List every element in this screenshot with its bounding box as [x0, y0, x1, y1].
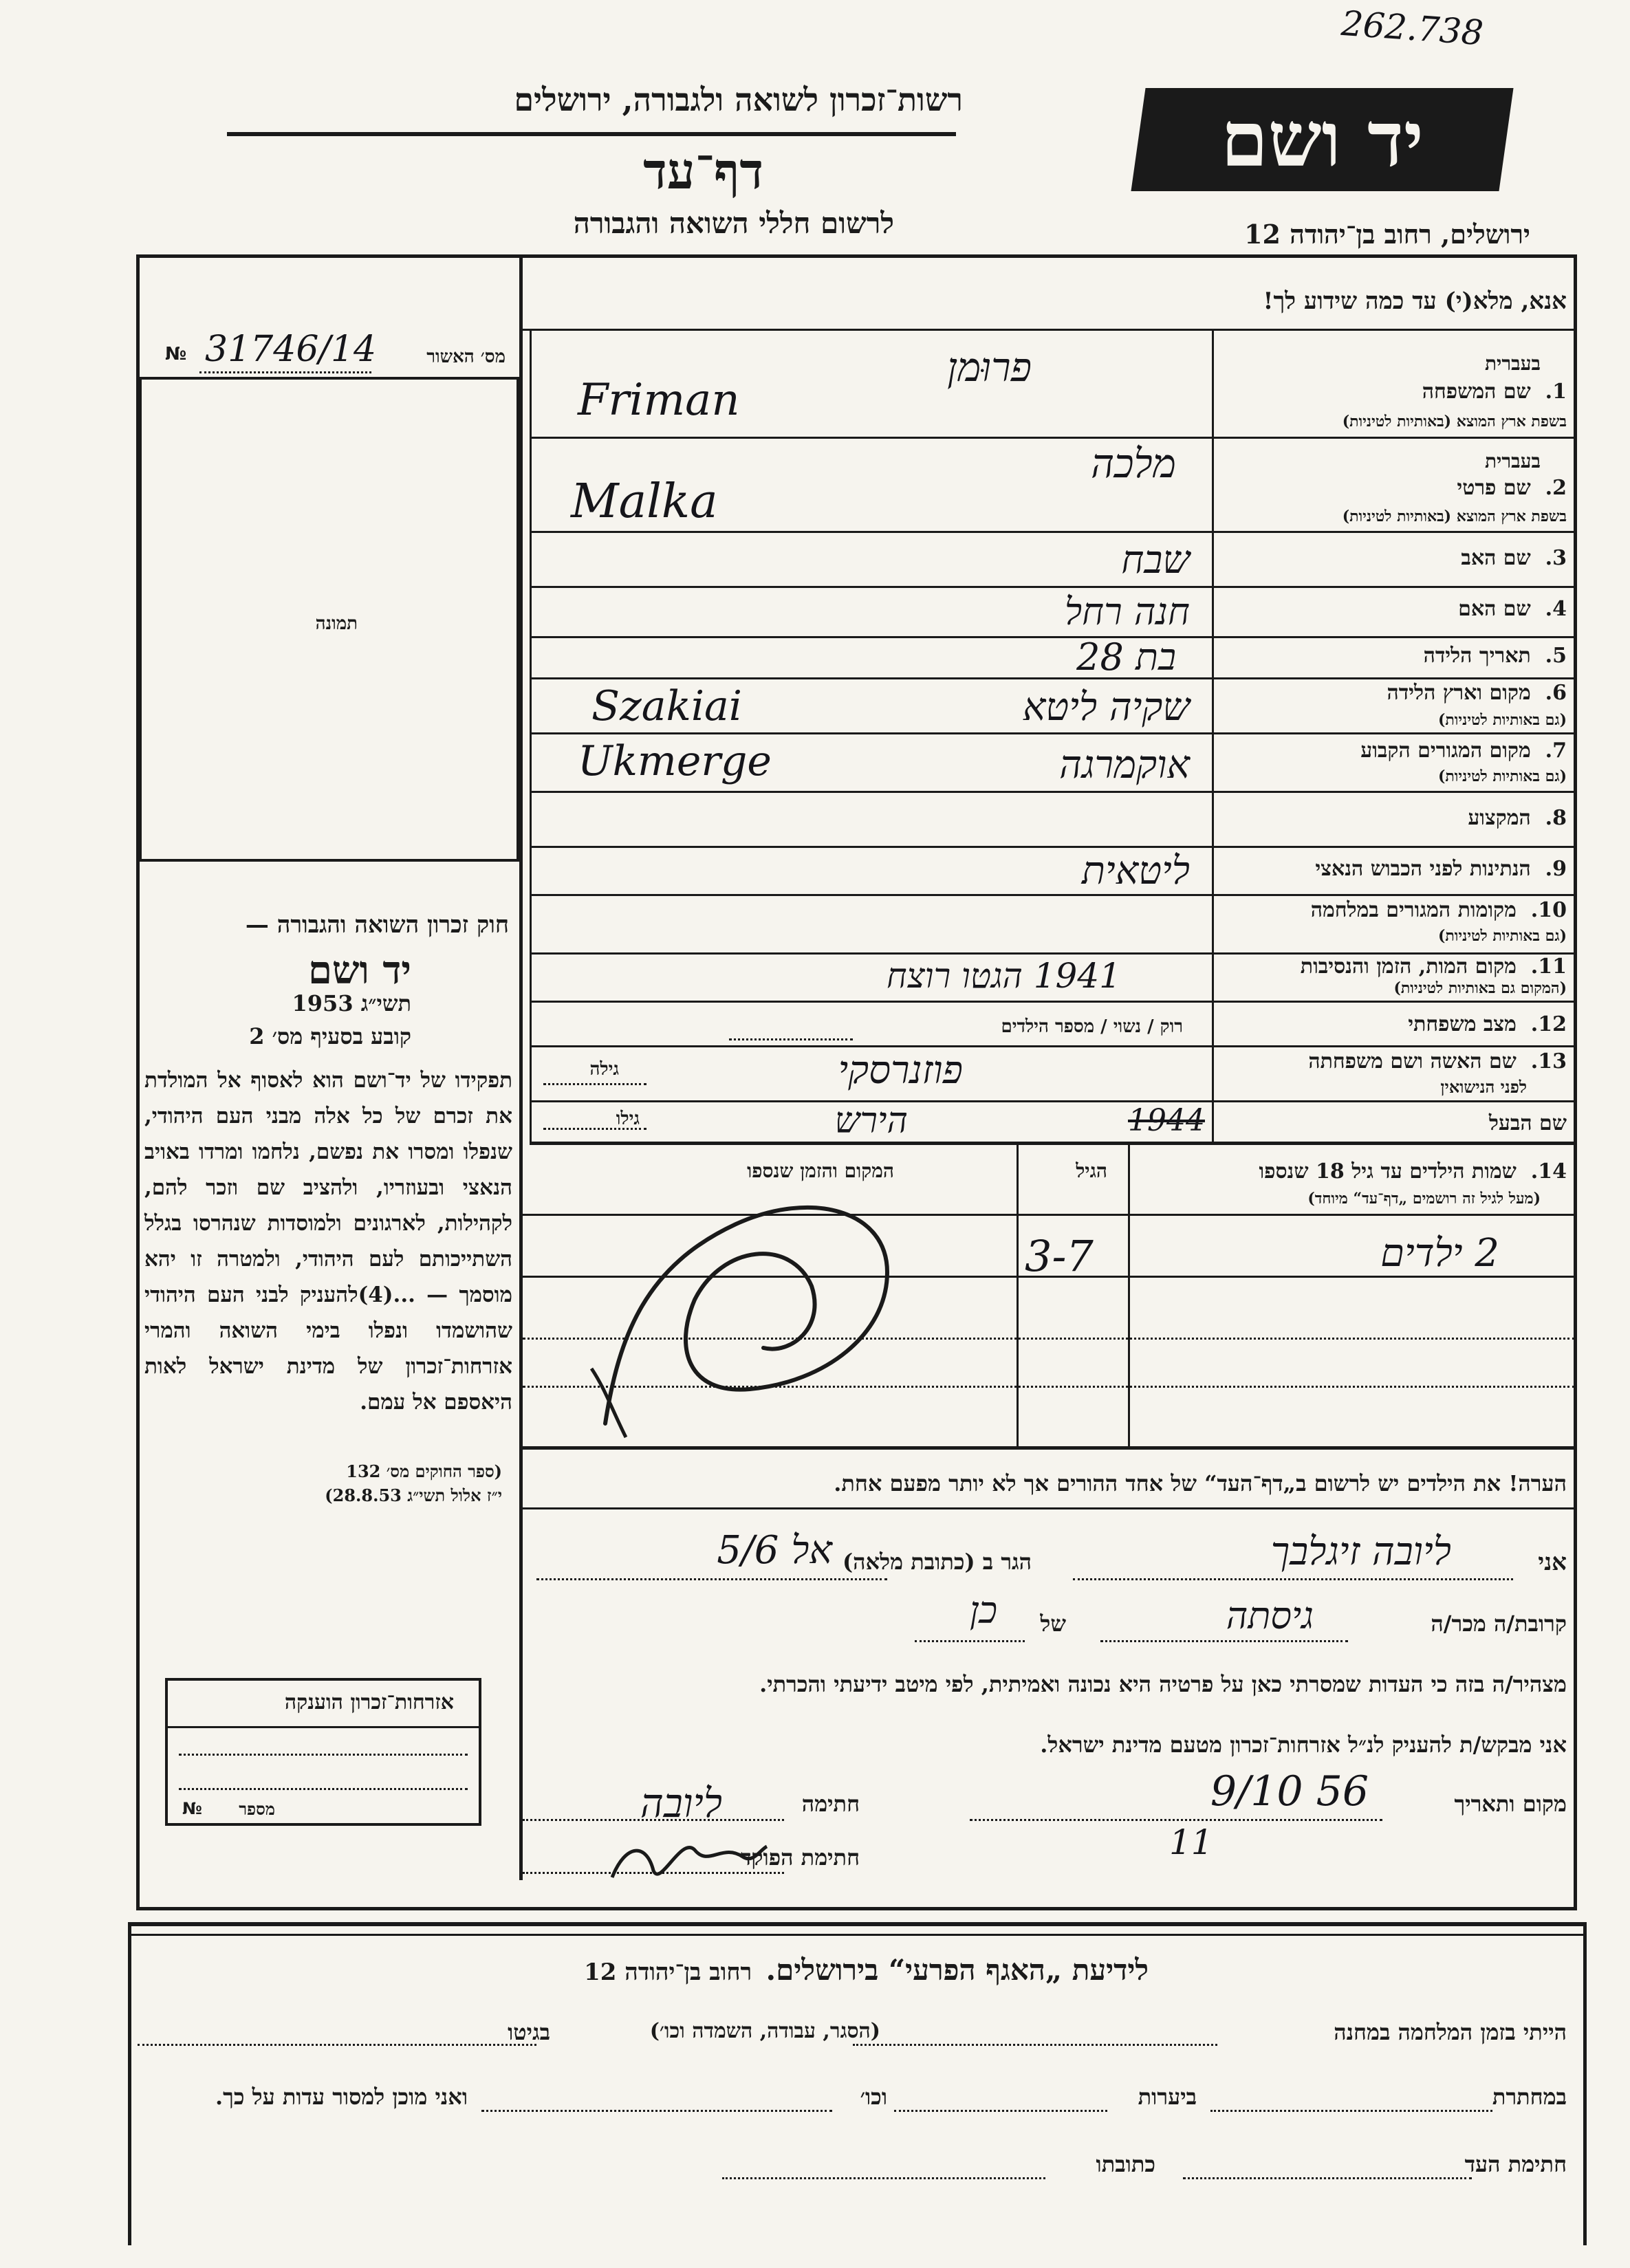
law-body: תפקידו של יד־ושם הוא לאסוף אל המולדת את זכרם של כל אלה מבני העם היהודי, שנפלו ומסרו את נפשם, נלחמו ומרדו באויב הנאצי ובעוזריו, ולהציב שם וזכר להם, לקהילות, לארגונים ולמוסדות שנהרסו בגלל השתייכותם לעם היהודי, ולמטרה זו יהא מוסמך — ...(4)להעניק לבני העם היהודי שהושמדו ונפלו בימי השואה והמרי אזרחות־זכרון של מדינת ישראל לאות היאספם אל עמם. — [144, 1068, 512, 1415]
field-10-name: מקומות המגורים במלחמה — [1310, 898, 1517, 922]
place-scribble — [564, 1162, 977, 1451]
field-13-name: שם האשה ושם משפחתה — [1308, 1049, 1517, 1073]
decl-relative-label: קרובת/ה מכר/ה — [1431, 1611, 1567, 1637]
field-9-label — [1315, 857, 1567, 881]
yad-vashem-logo — [1131, 88, 1513, 191]
field-10-label — [1311, 898, 1567, 922]
approval-number-mark: № — [165, 344, 187, 364]
separator-bottom — [128, 1934, 1586, 1936]
field-1-note: בשפת ארץ המוצא (באותיות לטיניות) — [1342, 413, 1567, 430]
field-11-hebrew: 1941 הגטו רוצח — [887, 956, 1121, 996]
husband-label: שם הבעל — [1488, 1111, 1567, 1135]
field-7-name: מקום המגורים הקבוע — [1360, 739, 1531, 763]
husband-hebrew: הירש — [834, 1100, 908, 1142]
authority-title: רשות־זכרון לשואה ולגבורה, ירושלים — [514, 81, 963, 118]
children-name-divider — [1128, 1144, 1130, 1446]
decl-request: אני מבקש/ת להעניק לנ״ל אזרחות־זכרון מטעם מדינת ישראל. — [1040, 1732, 1567, 1758]
decl-i-label: אני — [1538, 1549, 1567, 1576]
header-address: ירושלים, רחוב בן־יהודה 12 — [1244, 219, 1530, 250]
children-age-divider — [1017, 1144, 1019, 1446]
field-13-hebrew: פוזנרסקי — [838, 1048, 963, 1093]
field-3-no: 3. — [1545, 546, 1567, 570]
decl-address: אל 5/6 — [717, 1528, 832, 1573]
field-2-hebrew: מלכה — [1091, 440, 1176, 487]
field-5-label — [1424, 644, 1567, 668]
field-6-name: מקום וארץ הלידה — [1387, 681, 1531, 705]
husband-age: 1944 — [1128, 1103, 1205, 1138]
field-4-label — [1458, 597, 1567, 621]
field-12-label — [1408, 1012, 1567, 1036]
field-6-label — [1387, 681, 1567, 705]
decl-name: ליובה זיגלבך — [1270, 1529, 1451, 1574]
officer-signature-svg — [605, 1829, 770, 1891]
children-title: שמות הילדים עד גיל 18 שנספו — [1259, 1159, 1517, 1184]
field-6-note: (גם באותיות לטיניות) — [1437, 711, 1567, 729]
approval-line — [199, 371, 371, 373]
decl-officer-label: חתימת הפוקד — [741, 1844, 860, 1871]
law-source: (ספר החוקים מס׳ 132 — [346, 1461, 502, 1481]
field-10-note: (גם באותיות לטיניות) — [1437, 927, 1567, 945]
intro-bottom — [523, 329, 1575, 331]
field-3-name: שם האב — [1461, 546, 1531, 570]
field-7-note: (גם באותיות לטיניות) — [1437, 767, 1567, 785]
officer-signature-mark — [605, 1829, 770, 1891]
note-text: הערה! את הילדים יש לרשום ב„דף־העד“ של אחד ההורים אך לא יותר מפעם אחת. — [834, 1470, 1567, 1496]
field-5-hebrew: בת 28 — [1076, 635, 1176, 679]
field-2-lang: בעברית — [1484, 450, 1541, 472]
field-9-no: 9. — [1545, 857, 1567, 881]
field-4-hebrew: חנה רחל — [1064, 590, 1190, 633]
children-col-age: הגיל — [1076, 1159, 1107, 1182]
form-title: דף־עד — [643, 142, 763, 200]
field-5-name: תאריך הלידה — [1423, 644, 1531, 668]
field-13-note: לפני הנישואין — [1440, 1077, 1527, 1097]
field-8-no: 8. — [1545, 806, 1567, 830]
child-row-1-age: 3-7 — [1025, 1231, 1094, 1281]
field-2-label — [1457, 476, 1567, 500]
decl-date: 56 9/10 — [1210, 1767, 1369, 1816]
decl-place-date-label: מקום ותאריך — [1454, 1791, 1567, 1817]
field-7-label — [1360, 739, 1567, 763]
field-1-name: שם המשפחה — [1422, 380, 1531, 404]
field-7-no: 7. — [1545, 739, 1567, 763]
field-1-hebrew: פרוּמן — [947, 344, 1032, 391]
field-11-note: (המקום גם באותיות לטיניות) — [1393, 979, 1567, 997]
field-13-age-label: גילה — [589, 1059, 619, 1080]
field-3-label — [1461, 546, 1567, 570]
field-6-latin: Szakiai — [591, 682, 742, 730]
law-title: חוק זכרון השואה והגבורה — — [245, 911, 509, 939]
field-6-hebrew: שקיה ליטא — [1022, 685, 1190, 730]
citizenship-title: אזרחות־זכרון הוענקה — [284, 1690, 454, 1714]
footer-address: רחוב בן־יהודה 12 — [584, 1959, 752, 1986]
field-12-options: רוק / נשוי / מספר הילדים — [1001, 1016, 1183, 1037]
footer-right-border — [1583, 1922, 1587, 2245]
field-8-label — [1468, 806, 1567, 830]
footer-line2-a: במחתרת — [1492, 2084, 1567, 2110]
citizenship-number-label: מספר — [239, 1799, 275, 1819]
husband-age-label: גילו — [616, 1109, 640, 1129]
footer-line1-b: (הסגר, עבודה, השמדה וכו׳) — [649, 2019, 880, 2043]
decl-signature: ליובה — [640, 1780, 722, 1827]
footer-heading — [584, 1953, 1149, 1987]
approval-number: 31746/14 — [205, 329, 377, 370]
archive-number: 262.738 — [1340, 3, 1485, 54]
law-year: תשי״ג 1953 — [292, 990, 411, 1016]
value-inner-divider — [530, 330, 532, 1142]
field-1-label — [1422, 380, 1567, 404]
field-8-name: המקצוע — [1468, 806, 1531, 830]
field-3-hebrew: שבח — [1121, 538, 1190, 582]
field-9-name: הנתינות לפני הכבוש הנאצי — [1315, 857, 1531, 881]
decl-statement: מצהיר/ה בזה כי העדות שמסרתי כאן על פרטיה היא נכונה ואמיתית, לפי מיטב ידיעתי והכרתי. — [759, 1671, 1567, 1697]
law-clause: קובע בסעיף מס׳ 2 — [249, 1023, 411, 1049]
field-2-no: 2. — [1545, 476, 1567, 500]
field-9-hebrew: ליטאית — [1081, 849, 1190, 893]
field-11-no: 11. — [1530, 955, 1567, 979]
label-column-divider — [1212, 330, 1214, 1142]
child-row-1-name: 2 ילדים — [1380, 1231, 1499, 1276]
decl-relation: גיסתה — [1226, 1594, 1314, 1637]
field-2-latin: Malka — [571, 475, 718, 529]
citizenship-number-mark: № — [182, 1799, 202, 1818]
decl-date-extra: 11 — [1169, 1822, 1213, 1862]
field-1-no: 1. — [1545, 380, 1567, 404]
children-label — [1259, 1159, 1567, 1184]
intro-text: אנא, מלא(י) עד כמה שידוע לך! — [1263, 287, 1567, 315]
field-2-name: שם פרטי — [1457, 476, 1531, 500]
footer-line1-c: בגיטו — [508, 2019, 550, 2045]
field-6-no: 6. — [1545, 681, 1567, 705]
logo-text: יד ושם — [1221, 95, 1424, 184]
field-11-label — [1301, 955, 1567, 979]
footer-line2-c: וכו׳ — [860, 2084, 887, 2110]
decl-of-label: של — [1040, 1611, 1066, 1637]
field-12-no: 12. — [1530, 1012, 1567, 1036]
children-no: 14. — [1530, 1159, 1567, 1184]
field-7-hebrew: אוקמרגה — [1059, 743, 1190, 787]
authority-underline — [227, 132, 956, 136]
photo-label: תמונה — [315, 613, 358, 634]
field-10-no: 10. — [1530, 898, 1567, 922]
children-note: (מעל לגיל זה רושמים „דף־עד“ מיוחד) — [1307, 1190, 1541, 1208]
field-12-name: מצב משפחתי — [1408, 1012, 1517, 1036]
field-11-name: מקום המות, הזמן והנסיבות — [1300, 955, 1517, 979]
decl-of-value: כן — [969, 1589, 997, 1632]
footer-frame — [128, 1922, 1586, 1924]
approval-label: מס׳ האשור — [426, 347, 506, 367]
footer-line2-b: ביערות — [1138, 2084, 1197, 2110]
decl-signature-label: חתימה — [801, 1791, 860, 1817]
field-7-latin: Ukmerge — [578, 737, 772, 785]
footer-line3-a: חתימת העד — [1464, 2151, 1567, 2177]
field-13-label — [1308, 1049, 1567, 1073]
footer-left-border — [128, 1922, 131, 2245]
footer-title: לידיעת „האגף הפרעי“ בירושלים. — [765, 1953, 1149, 1987]
field-1-latin: Friman — [578, 375, 740, 426]
children-col-place: המקום והזמן שנספו — [747, 1159, 894, 1182]
decl-resident-label: הגר ב (כתובת מלאה) — [843, 1549, 1032, 1575]
footer-line2-d: ואני מוכן למסור עדות על כך. — [215, 2084, 468, 2110]
left-column-divider — [519, 257, 523, 1880]
field-1-lang: בעברית — [1484, 352, 1541, 375]
footer-line3-b: כתובתו — [1096, 2151, 1155, 2177]
field-13-no: 13. — [1530, 1049, 1567, 1073]
law-date: י״ז אלול תשי״ג 28.8.53) — [325, 1485, 502, 1505]
field-2-note: בשפת ארץ המוצא (באותיות לטיניות) — [1342, 508, 1567, 525]
law-name: יד ושם — [307, 948, 411, 993]
field-5-no: 5. — [1545, 644, 1567, 668]
field-4-no: 4. — [1545, 597, 1567, 621]
field-4-name: שם האם — [1458, 597, 1531, 621]
form-subtitle: לרשום חללי השואה והגבורה — [573, 206, 894, 240]
scribble-svg — [564, 1162, 977, 1451]
footer-line1-a: הייתי בזמן המלחמה במחנה — [1334, 2019, 1567, 2045]
